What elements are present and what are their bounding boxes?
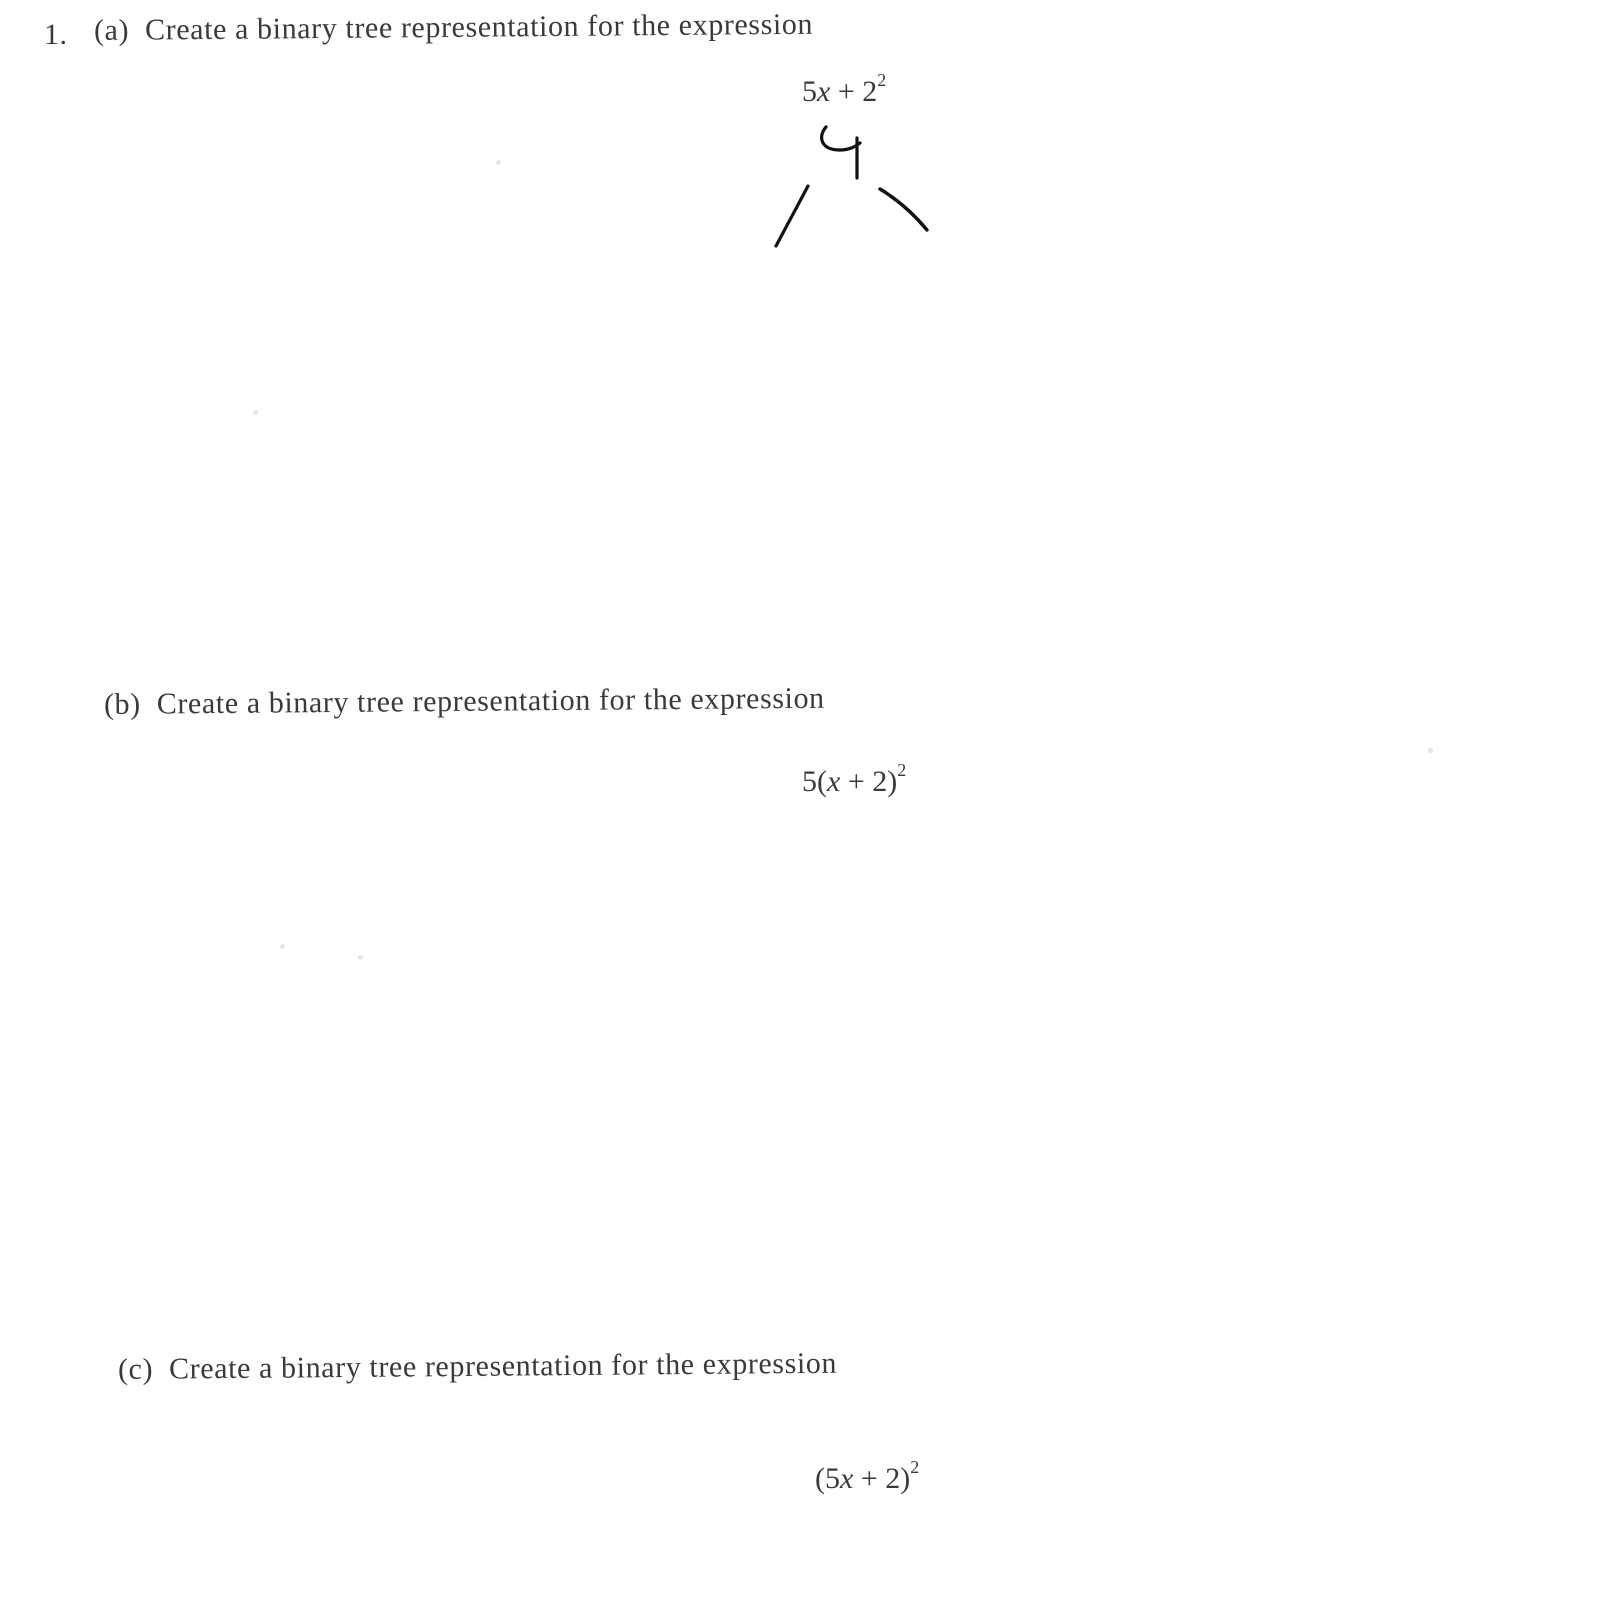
part-c-prompt (118, 1347, 837, 1387)
handwritten-root-4 (822, 127, 860, 178)
part-c-expression: $(5x + 2)^2$ (815, 1457, 920, 1495)
part-a-text: Create a binary tree representation for the expression (144, 7, 814, 47)
handwritten-right-branch (880, 189, 927, 230)
scan-speck (280, 944, 285, 949)
part-b-expression: $5(x + 2)^2$ (802, 760, 907, 798)
part-b-label: (b) (103, 687, 141, 721)
part-a-expression: $5x + 2^2$ (802, 70, 887, 108)
scan-speck (358, 955, 363, 960)
handwritten-left-branch (776, 186, 808, 246)
part-a-prompt (94, 8, 813, 48)
part-c-label: (c) (117, 1352, 154, 1386)
part-a-label: (a) (93, 13, 130, 47)
scan-speck (496, 160, 501, 165)
part-b-text: Create a binary tree representation for the expression (156, 681, 825, 721)
part-c-text: Create a binary tree representation for the expression (168, 1346, 838, 1386)
scan-speck (253, 410, 258, 415)
scan-speck (1428, 748, 1433, 753)
question-number: 1. (44, 18, 68, 51)
part-b-prompt (104, 682, 825, 722)
